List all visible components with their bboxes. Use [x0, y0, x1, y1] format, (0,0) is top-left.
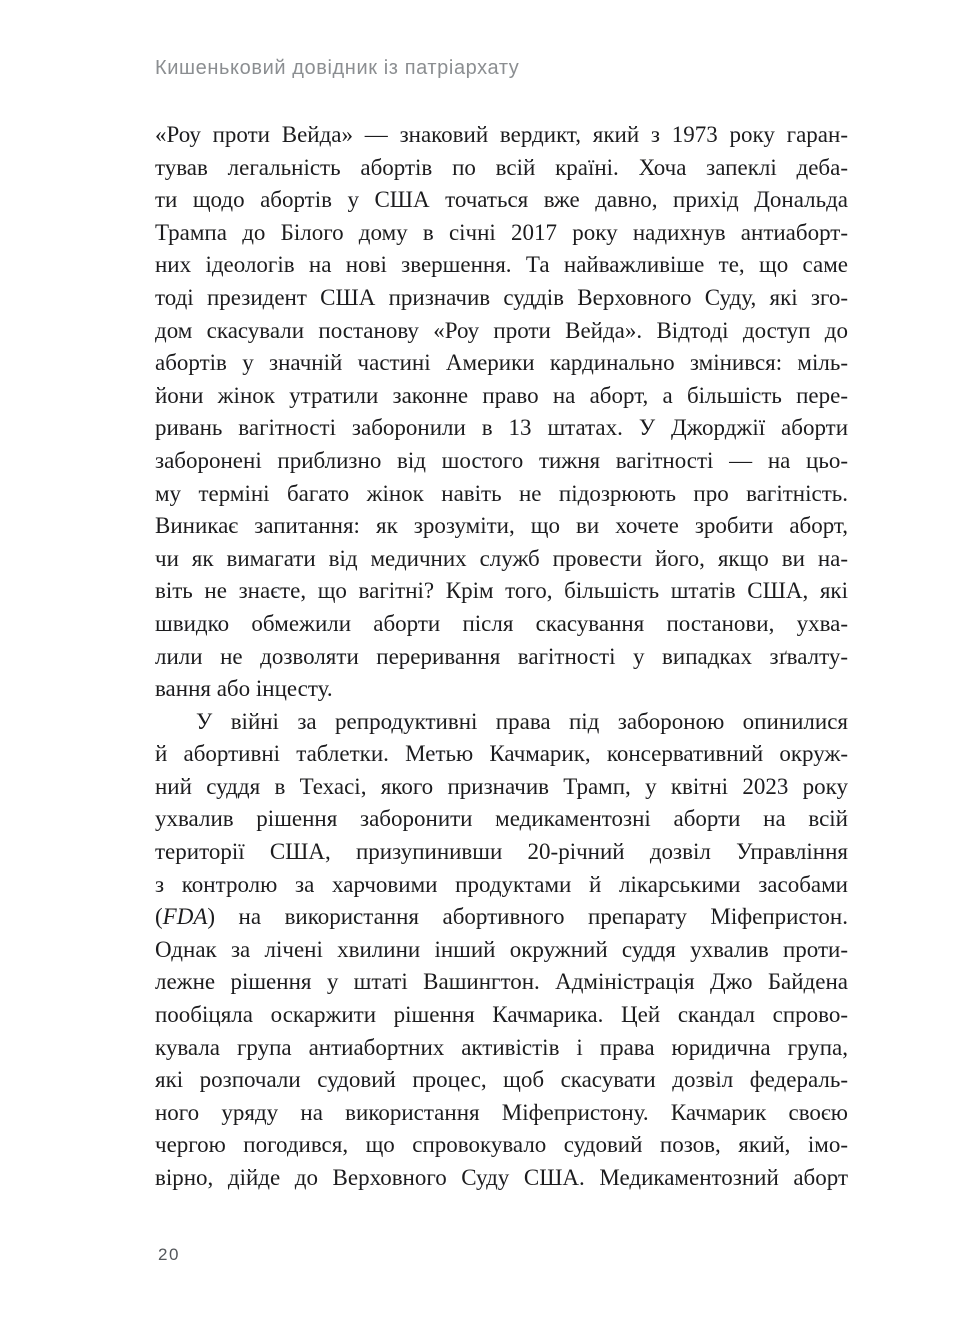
text-segment: чергою погодився, що спровокувало судовий позов, який, імо- [155, 1132, 848, 1158]
text-segment: які розпочали судовий процес, щоб скасувати дозвіл федераль- [155, 1067, 848, 1093]
text-line [155, 869, 848, 902]
text-segment: лили не дозволяти переривання вагітності у випадках зґвалту- [155, 643, 848, 669]
text-line [155, 152, 848, 185]
text-line [155, 445, 848, 478]
text-line [155, 478, 848, 511]
text-line [155, 119, 848, 152]
text-segment: Однак за лічені хвилини інший окружний суддя ухвалив проти- [155, 936, 848, 962]
text-line [155, 1064, 848, 1097]
text-segment: Виникає запитання: як зрозуміти, що ви хочете зробити аборт, [155, 513, 848, 539]
text-segment: ( [155, 904, 163, 930]
text-segment: ривань вагітності заборонили в 13 штатах. У Джорджії аборти [155, 415, 848, 441]
text-segment: ний суддя в Техасі, якого призначив Трамп, у квітні 2023 року [155, 773, 848, 799]
text-line [155, 249, 848, 282]
text-line [155, 1162, 848, 1195]
text-line [155, 380, 848, 413]
text-line [155, 184, 848, 217]
text-segment: з контролю за харчовими продуктами й лікарськими засобами [155, 871, 848, 897]
text-line [155, 803, 848, 836]
text-segment: ти щодо абортів у США точаться вже давно, прихід Дональда [155, 187, 848, 213]
text-segment: абортів у значній частині Америки кардинально змінився: міль- [155, 350, 848, 376]
text-line [155, 706, 848, 739]
text-line [155, 412, 848, 445]
text-line [155, 315, 848, 348]
text-segment: лежне рішення у штаті Вашингтон. Адміністрація Джо Байдена [155, 969, 848, 995]
text-segment: Трампа до Білого дому в січні 2017 року надихнув антиаборт- [155, 219, 848, 245]
text-segment: ухвалив рішення заборонити медикаментозні аборти на всій [155, 806, 848, 832]
body-text [155, 119, 848, 1195]
text-segment: тоді президент США призначив суддів Верховного Суду, які зго- [155, 284, 848, 310]
text-segment: тував легальність абортів по всій країні. Хоча запеклі деба- [155, 154, 848, 180]
text-line [155, 347, 848, 380]
text-segment: й абортивні таблетки. Метью Качмарик, консервативний окруж- [155, 741, 848, 767]
text-segment: території США, призупинивши 20-річний дозвіл Управління [155, 839, 848, 865]
text-line [155, 510, 848, 543]
text-line [155, 1129, 848, 1162]
text-line [155, 999, 848, 1032]
text-line [155, 836, 848, 869]
text-segment: пообіцяла оскаржити рішення Качмарика. Цей скандал спрово- [155, 1002, 848, 1028]
text-segment: віть не знаєте, що вагітні? Крім того, більшість штатів США, які [155, 578, 848, 604]
text-line [155, 608, 848, 641]
text-segment: заборонені приблизно від шостого тижня вагітності — на цьо- [155, 447, 848, 473]
text-line [155, 673, 848, 706]
text-line [155, 217, 848, 250]
text-line [155, 771, 848, 804]
text-line [155, 575, 848, 608]
text-segment: швидко обмежили аборти після скасування постанови, ухва- [155, 610, 848, 636]
text-segment: му терміні багато жінок навіть не підозрюють про вагітність. [155, 480, 848, 506]
text-line [155, 901, 848, 934]
text-segment: вірно, дійде до Верховного Суду США. Медикаментозний аборт [155, 1165, 848, 1190]
text-segment: дом скасували постанову «Роу проти Вейда». Відтоді доступ до [155, 317, 848, 343]
italic-text: FDA [162, 904, 208, 930]
text-line [155, 1032, 848, 1065]
text-line [155, 543, 848, 576]
page-number: 20 [158, 1245, 180, 1264]
text-line [155, 934, 848, 967]
text-segment: вання або інцесту. [155, 676, 333, 702]
text-segment: кувала група антиабортних активістів і права юридична група, [155, 1034, 848, 1060]
text-line [155, 282, 848, 315]
text-segment: У війні за репродуктивні права під забороною опинилися [196, 708, 848, 734]
text-segment: «Роу проти Вейда» — знаковий вердикт, який з 1973 року гаран- [155, 122, 848, 147]
text-line [155, 641, 848, 674]
running-head: Кишеньковий довідник із патріархату [155, 57, 520, 79]
text-line [155, 738, 848, 771]
text-segment: ного уряду на використання Міфепристону. Качмарик своєю [155, 1099, 848, 1125]
text-segment: ) на використання абортивного препарату Міфепристон. [207, 904, 848, 930]
text-segment: чи як вимагати від медичних служб провести його, якщо ви на- [155, 545, 848, 571]
text-line [155, 1097, 848, 1130]
text-segment: них ідеологів на нові звершення. Та найважливіше те, що саме [155, 252, 848, 278]
text-line [155, 966, 848, 999]
text-segment: йони жінок утратили законне право на аборт, а більшість пере- [155, 382, 848, 408]
